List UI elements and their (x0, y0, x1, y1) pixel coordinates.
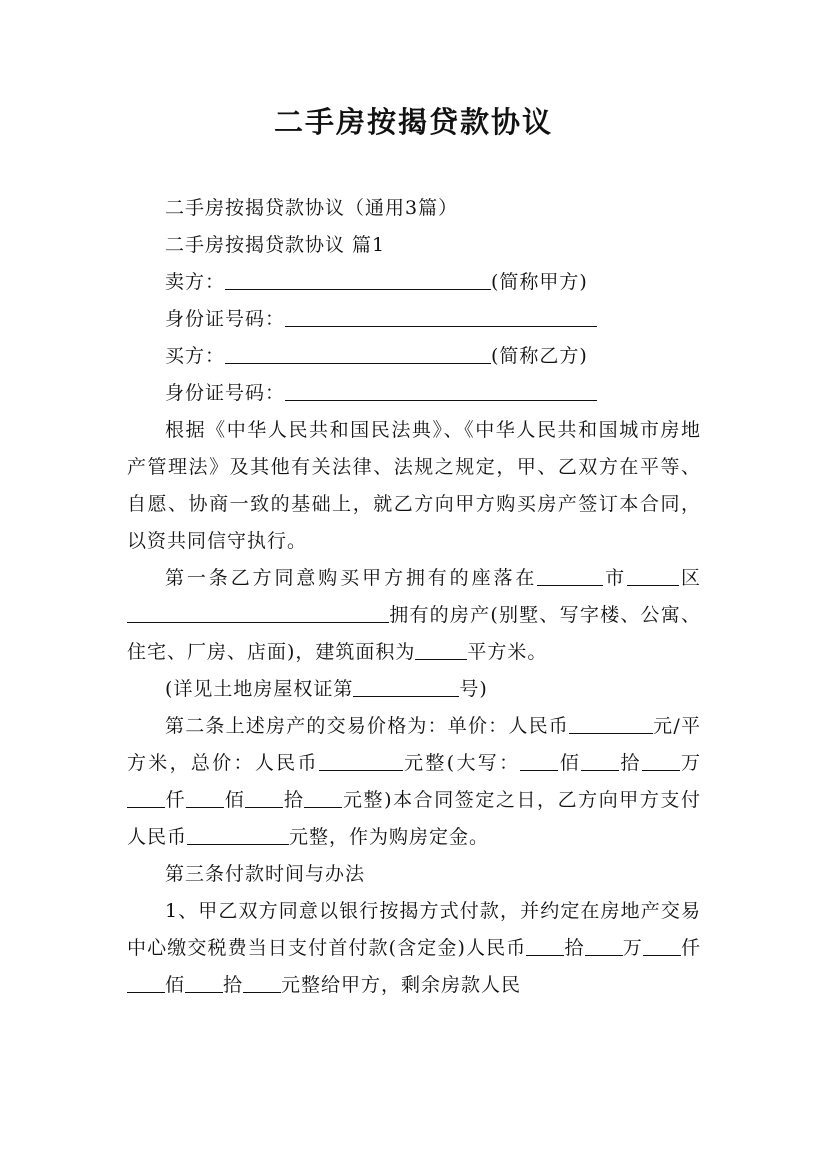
buyer-id-line (127, 375, 701, 412)
down-payment-bai-blank (127, 972, 165, 993)
article-1 (127, 560, 701, 671)
article-1-text-a: 第一条乙方同意购买甲方拥有的座落在 (165, 567, 538, 589)
amount-bai2-blank (186, 787, 224, 808)
article-3-heading (127, 856, 701, 893)
article-2-text-e: 元整，作为购房定金。 (289, 826, 490, 848)
subtitle (127, 190, 701, 227)
down-payment-shi-blank (526, 935, 564, 956)
intro-text: 根据《中华人民共和国民法典》、《中华人民共和国城市房地产管理法》及其他有关法律、法规之规定，甲、乙双方在平等、自愿、协商一致的基础上，就乙方向甲方购买房产签订本合同，以资共同信守执行。 (127, 419, 701, 552)
area-blank (415, 639, 467, 660)
unit-bai: 佰 (558, 752, 582, 774)
unit-bai-2: 佰 (224, 789, 246, 811)
certificate-text-b: 号) (459, 678, 488, 700)
article-2-text-c: 元整(大写： (402, 752, 521, 774)
buyer-name-blank (225, 343, 491, 364)
document-body (127, 190, 701, 1004)
district-blank (127, 602, 389, 623)
deposit-blank (187, 824, 289, 845)
article-1-text-c: 区 (679, 567, 701, 589)
unit-shi-2: 拾 (283, 789, 305, 811)
buyer-id-label: 身份证号码： (165, 382, 286, 404)
article-2-text-a: 第二条上述房产的交易价格为：单价：人民币 (165, 715, 569, 737)
seller-id-blank (285, 306, 597, 327)
amount-shi2-blank (245, 787, 283, 808)
amount-yuan-blank (304, 787, 342, 808)
seller-name-blank (225, 269, 491, 290)
intro-paragraph (127, 412, 701, 560)
seller-line (127, 264, 701, 301)
unit-wan: 万 (679, 752, 701, 774)
subtitle-text: 二手房按揭贷款协议（通用3篇） (165, 197, 459, 219)
article-2 (127, 708, 701, 856)
down-unit-wan: 万 (622, 937, 643, 959)
down-payment-wan-blank (585, 935, 623, 956)
certificate-line (127, 671, 701, 708)
article-2-text-d: 元整)本合同签定之日，乙方向甲方支付人民币 (127, 789, 701, 848)
seller-label: 卖方： (165, 271, 226, 293)
certificate-text-a: (详见土地房屋权证第 (165, 678, 354, 700)
seller-suffix: (简称甲方) (491, 271, 588, 293)
buyer-suffix: (简称乙方) (491, 345, 588, 367)
item-1-text-a: 1、甲乙双方同意以银行按揭方式付款，并约定在房地产交易中心缴交税费当日支付首付款(含定金)人民币 (127, 900, 701, 959)
unit-qian: 仟 (165, 789, 187, 811)
city-blank (537, 565, 603, 586)
article-2-text-b: 元/平方米，总价：人民币 (127, 715, 701, 774)
amount-bai-blank (520, 750, 558, 771)
document-title: 二手房按揭贷款协议 (273, 105, 553, 139)
unit-price-blank (569, 713, 653, 734)
article-1-text-e: 平方米。 (467, 641, 548, 663)
down-payment-yuan-blank (243, 972, 281, 993)
down-payment-shi2-blank (185, 972, 223, 993)
unit-shi: 拾 (619, 752, 642, 774)
buyer-line (127, 338, 701, 375)
article-3-text: 第三条付款时间与办法 (165, 863, 366, 885)
down-unit-bai: 佰 (165, 974, 186, 996)
certificate-number-blank (353, 676, 459, 697)
section-heading (127, 227, 701, 264)
total-price-blank (319, 750, 403, 771)
amount-shi-blank (581, 750, 619, 771)
amount-qian-blank (127, 787, 165, 808)
down-unit-shi: 拾 (564, 937, 585, 959)
item-1-text-b: 元整给甲方，剩余房款人民 (281, 974, 522, 996)
amount-wan-blank (642, 750, 680, 771)
down-unit-shi-2: 拾 (223, 974, 244, 996)
article-1-text-d: 拥有的房产(别墅、写字楼、公寓、住宅、厂房、店面)，建筑面积为 (127, 604, 701, 663)
district-prefix-blank (627, 565, 679, 586)
buyer-id-blank (285, 380, 597, 401)
down-unit-qian: 仟 (680, 937, 701, 959)
seller-id-label: 身份证号码： (165, 308, 286, 330)
article-1-text-b: 市 (603, 567, 628, 589)
buyer-label: 买方： (165, 345, 226, 367)
article-3-item-1 (127, 893, 701, 1004)
section-heading-text: 二手房按揭贷款协议 篇1 (165, 234, 386, 256)
down-payment-qian-blank (643, 935, 681, 956)
seller-id-line (127, 301, 701, 338)
